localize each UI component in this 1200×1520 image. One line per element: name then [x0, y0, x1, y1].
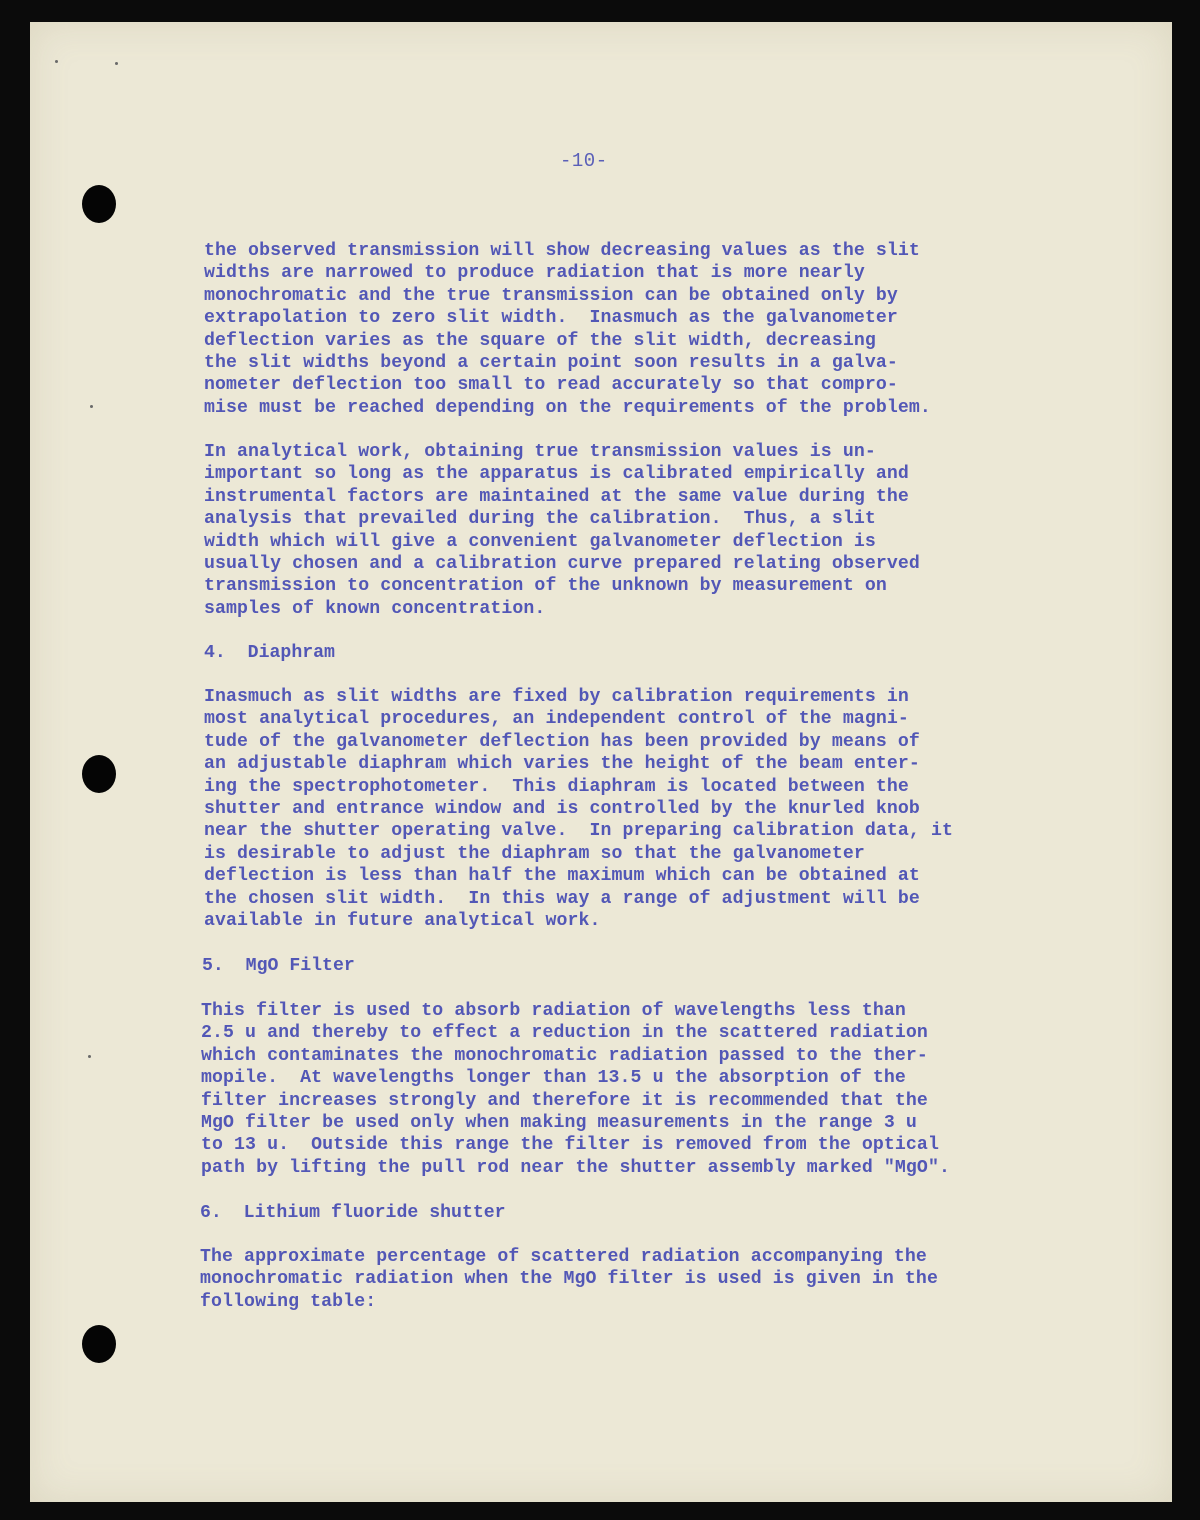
paper-speck [55, 60, 58, 63]
paragraph-diaphram: Inasmuch as slit widths are fixed by calibration requirements in most analytical procedures, an independent control of the magni- tude of the galvanometer deflection has been provided by means of an adjustable diaphram which varies the height of the beam enter- ing the spectrophotometer. This diaphram is located between the shutter and entrance window and is controlled by the knurled knob near the shutter operating valve. In preparing calibration data, it is desirable to adjust the diaphram so that the galvanometer deflection is less than half the maximum which can be obtained at the chosen slit width. In this way a range of adjustment will be available in future analytical work. [204, 687, 953, 932]
punch-hole-top [82, 185, 116, 223]
paragraph-scattered-radiation: The approximate percentage of scattered radiation accompanying the monochromatic radiation when the MgO filter is used is given in the following table: [200, 1247, 938, 1312]
paper-speck [115, 62, 118, 65]
paragraph-slit-width: the observed transmission will show decreasing values as the slit widths are narrowed to produce radiation that is more nearly monochromatic and the true transmission can be obtained only by extrapolation to zero slit width. Inasmuch as the galvanometer deflection varies as the square of the slit width, decreasing the slit widths beyond a certain point soon results in a galva- nometer deflection too small to read accurately so that compro- mise must be reached depending on the requirements of the problem. [204, 241, 931, 418]
paper-speck [88, 1055, 91, 1058]
page-number: -10- [560, 150, 608, 172]
paragraph-mgo-filter: This filter is used to absorb radiation of wavelengths less than 2.5 u and thereby to effect a reduction in the scattered radiation which contaminates the monochromatic radiation passed to the ther- mopile. At wavelengths longer than 13.5 u the absorption of the filter increases strongly and therefore it is recommended that the MgO filter be used only when making measurements in the range 3 u to 13 u. Outside this range the filter is removed from the optical path by lifting the pull rod near the shutter assembly marked "MgO". [201, 1001, 950, 1178]
section-heading-lithium-fluoride: 6. Lithium fluoride shutter [200, 1203, 506, 1223]
section-heading-mgo-filter: 5. MgO Filter [202, 956, 355, 976]
paragraph-analytical-work: In analytical work, obtaining true transmission values is un- important so long as the apparatus is calibrated empirically and instrumental factors are maintained at the same value during the analysis that prevailed during the calibration. Thus, a slit width which will give a convenient galvanometer deflection is usually chosen and a calibration curve prepared relating observed transmission to concentration of the unknown by measurement on samples of known concentration. [204, 442, 920, 619]
section-heading-diaphram: 4. Diaphram [204, 643, 335, 663]
punch-hole-middle [82, 755, 116, 793]
paper-speck [90, 405, 93, 408]
punch-hole-bottom [82, 1325, 116, 1363]
